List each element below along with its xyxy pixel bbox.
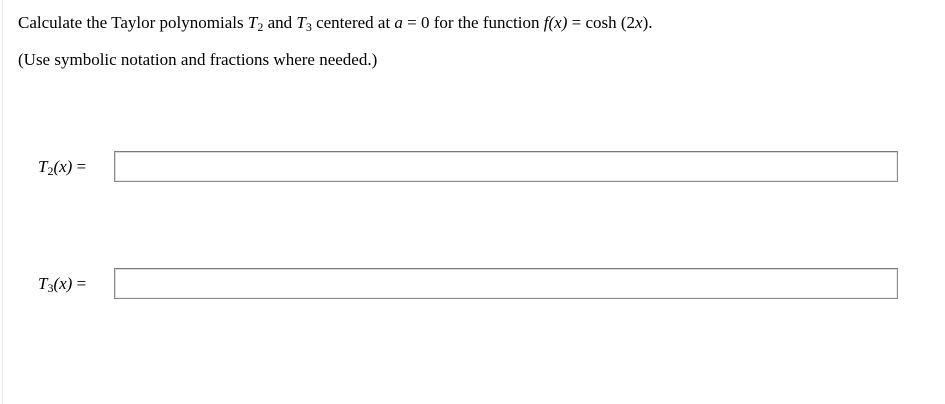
question-eq-zero: = 0 for the function [402,13,544,32]
t2-label-var: T [38,157,48,176]
a-variable: a [394,13,403,32]
t3-label-sub: 3 [47,281,54,295]
t2-label-sub: 2 [47,164,54,178]
t2-answer-input[interactable] [114,151,898,182]
function-rhs: = cosh (2 [567,13,636,32]
f-argument: (x) [548,13,568,32]
t2-label-arg: (x) [53,157,73,176]
t2-subscript: 2 [257,20,264,34]
t2-symbol: T [247,13,258,32]
f-symbol: f [543,13,549,32]
question-centered: centered at [311,13,395,32]
question-intro: Calculate the Taylor polynomials [18,13,248,32]
t3-label-arg: (x) [53,274,73,293]
function-x: x [635,13,643,32]
t3-label [38,273,86,295]
t2-label-eq: = [72,157,87,176]
answer-row-t3 [0,268,945,300]
t3-subscript: 3 [305,20,312,34]
answer-row-t2 [0,151,945,183]
hint-text: (Use symbolic notation and fractions where needed.) [18,50,378,69]
question-text [18,12,653,34]
t3-label-var: T [38,274,48,293]
t2-label [38,156,86,178]
t3-answer-input[interactable] [114,268,898,299]
t3-label-eq: = [72,274,87,293]
left-border [2,0,3,404]
function-end: ). [642,13,653,32]
t3-symbol: T [296,13,306,32]
question-and: and [263,13,297,32]
